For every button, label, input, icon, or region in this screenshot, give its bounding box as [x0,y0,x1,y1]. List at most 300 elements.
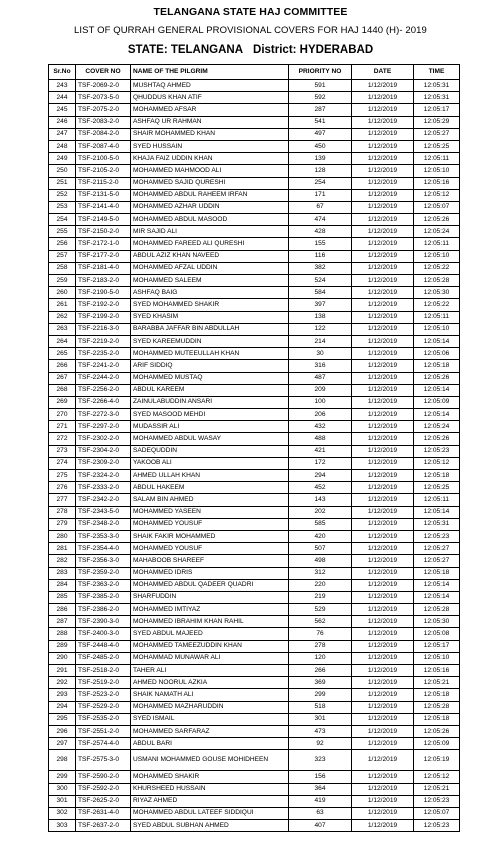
cell-date: 1/12/2019 [352,323,414,335]
cell-pilgrim-name: AHMED ULLAH KHAN [131,470,289,482]
table-body [49,80,460,832]
cell-time: 12:05:06 [414,348,460,360]
cell-cover-no: TSF-2190-5-0 [76,287,131,299]
cell-time: 12:05:14 [414,335,460,347]
table-row [49,372,460,384]
cell-pilgrim-name: MOHAMMED ABDUL MASOOD [131,214,289,226]
cell-srno: 274 [49,457,76,469]
cell-cover-no: TSF-2150-2-0 [76,226,131,238]
cell-priority-no: 407 [289,820,352,832]
cell-pilgrim-name: ZAINULABUDDIN ANSARI [131,396,289,408]
table-row [49,530,460,542]
cell-date: 1/12/2019 [352,457,414,469]
cell-time: 12:05:26 [414,214,460,226]
cell-date: 1/12/2019 [352,738,414,750]
cell-time: 12:05:21 [414,677,460,689]
cell-priority-no: 562 [289,616,352,628]
cell-srno: 295 [49,713,76,725]
cell-date: 1/12/2019 [352,250,414,262]
cell-cover-no: TSF-2637-2-0 [76,820,131,832]
cell-srno: 259 [49,275,76,287]
cell-date: 1/12/2019 [352,275,414,287]
cell-priority-no: 139 [289,153,352,165]
cell-priority-no: 116 [289,250,352,262]
cell-cover-no: TSF-2390-3-0 [76,616,131,628]
cell-pilgrim-name: ARIF SIDDIQ [131,360,289,372]
table-row [49,640,460,652]
table-row [49,750,460,771]
cell-priority-no: 592 [289,92,352,104]
cell-srno: 288 [49,628,76,640]
table-row [49,689,460,701]
cell-time: 12:05:07 [414,807,460,819]
cell-time: 12:05:08 [414,628,460,640]
district-label: District: HYDERABAD [253,44,374,56]
cell-priority-no: 301 [289,713,352,725]
cell-time: 12:05:18 [414,470,460,482]
table-row [49,652,460,664]
cell-date: 1/12/2019 [352,820,414,832]
column-header-cover-no: COVER NO [76,65,131,80]
table-row [49,506,460,518]
cell-time: 12:05:18 [414,689,460,701]
cell-srno: 262 [49,311,76,323]
cell-time: 12:05:17 [414,104,460,116]
cell-srno: 277 [49,494,76,506]
cell-cover-no: TSF-2172-1-0 [76,238,131,250]
cell-time: 12:05:10 [414,165,460,177]
cell-priority-no: 497 [289,128,352,140]
cell-date: 1/12/2019 [352,518,414,530]
cell-priority-no: 473 [289,725,352,737]
cell-cover-no: TSF-2219-2-0 [76,335,131,347]
cell-time: 12:05:18 [414,567,460,579]
cell-priority-no: 529 [289,604,352,616]
cell-srno: 283 [49,567,76,579]
cell-pilgrim-name: MOHAMMED MAHMOOD ALI [131,165,289,177]
cell-priority-no: 30 [289,348,352,360]
cell-pilgrim-name: MOHAMMED YASEEN [131,506,289,518]
table-row [49,795,460,807]
cell-cover-no: TSF-2590-2-0 [76,771,131,783]
cell-time: 12:05:12 [414,771,460,783]
cell-time: 12:05:31 [414,92,460,104]
cell-date: 1/12/2019 [352,433,414,445]
cell-pilgrim-name: SYED ISMAIL [131,713,289,725]
cell-priority-no: 541 [289,116,352,128]
table-row [49,409,460,421]
column-header-priority-no: PRIORITY NO [289,65,352,80]
cell-cover-no: TSF-2256-2-0 [76,384,131,396]
cell-time: 12:05:09 [414,738,460,750]
cell-date: 1/12/2019 [352,640,414,652]
table-row [49,299,460,311]
cell-cover-no: TSF-2523-2-0 [76,689,131,701]
cell-pilgrim-name: MOHAMMED TAMEEZUDDIN KHAN [131,640,289,652]
cell-pilgrim-name: SYED ABDUL MAJEED [131,628,289,640]
cell-pilgrim-name: QHUDDUS KHAN ATIF [131,92,289,104]
table-row [49,165,460,177]
cell-priority-no: 474 [289,214,352,226]
table-row [49,677,460,689]
cell-time: 12:05:24 [414,421,460,433]
cell-pilgrim-name: KHURSHEED HUSSAIN [131,783,289,795]
cell-cover-no: TSF-2354-4-0 [76,543,131,555]
cell-srno: 292 [49,677,76,689]
cell-cover-no: TSF-2115-2-0 [76,177,131,189]
cell-time: 12:05:07 [414,201,460,213]
cell-cover-no: TSF-2216-3-0 [76,323,131,335]
table-row [49,214,460,226]
cell-time: 12:05:27 [414,128,460,140]
cell-time: 12:05:11 [414,311,460,323]
cell-srno: 278 [49,506,76,518]
cell-srno: 289 [49,640,76,652]
table-row [49,396,460,408]
cell-srno: 302 [49,807,76,819]
cell-time: 12:05:10 [414,323,460,335]
document-title: TELANGANA STATE HAJ COMMITTEE [153,6,348,18]
cell-srno: 252 [49,189,76,201]
cell-cover-no: TSF-2105-2-0 [76,165,131,177]
cell-srno: 267 [49,372,76,384]
cell-priority-no: 266 [289,665,352,677]
table-row [49,555,460,567]
cell-date: 1/12/2019 [352,177,414,189]
cell-time: 12:05:16 [414,177,460,189]
cell-cover-no: TSF-2075-2-0 [76,104,131,116]
cell-time: 12:05:27 [414,543,460,555]
cell-date: 1/12/2019 [352,725,414,737]
table-row [49,713,460,725]
cell-pilgrim-name: RIYAZ AHMED [131,795,289,807]
cell-srno: 246 [49,116,76,128]
cell-srno: 244 [49,92,76,104]
cell-time: 12:05:28 [414,604,460,616]
cell-cover-no: TSF-2551-2-0 [76,725,131,737]
cell-priority-no: 122 [289,323,352,335]
cell-priority-no: 585 [289,518,352,530]
cell-time: 12:05:26 [414,372,460,384]
cell-srno: 293 [49,689,76,701]
cell-time: 12:05:18 [414,360,460,372]
table-row [49,80,460,92]
cell-srno: 254 [49,214,76,226]
cell-pilgrim-name: MOHAMMED ABDUL LATEEF SIDDIQUI [131,807,289,819]
pilgrim-table [48,64,460,832]
table-row [49,591,460,603]
cell-date: 1/12/2019 [352,360,414,372]
cell-date: 1/12/2019 [352,713,414,725]
cell-priority-no: 138 [289,311,352,323]
cell-date: 1/12/2019 [352,238,414,250]
cell-pilgrim-name: MOHAMMED SARFARAZ [131,725,289,737]
cell-pilgrim-name: MOHAMMED YOUSUF [131,518,289,530]
cell-cover-no: TSF-2359-2-0 [76,567,131,579]
table-row [49,579,460,591]
cell-srno: 297 [49,738,76,750]
cell-cover-no: TSF-2529-2-0 [76,701,131,713]
cell-cover-no: TSF-2518-2-0 [76,665,131,677]
cell-cover-no: TSF-2100-5-0 [76,153,131,165]
cell-srno: 284 [49,579,76,591]
table-row [49,518,460,530]
cell-srno: 281 [49,543,76,555]
cell-date: 1/12/2019 [352,616,414,628]
state-label: STATE: TELANGANA [127,44,244,56]
cell-cover-no: TSF-2087-4-0 [76,140,131,152]
cell-time: 12:05:23 [414,820,460,832]
cell-date: 1/12/2019 [352,783,414,795]
cell-date: 1/12/2019 [352,153,414,165]
cell-srno: 261 [49,299,76,311]
cell-time: 12:05:28 [414,701,460,713]
cell-srno: 280 [49,530,76,542]
table-row [49,738,460,750]
cell-date: 1/12/2019 [352,530,414,542]
table-row [49,820,460,832]
cell-priority-no: 120 [289,652,352,664]
cell-date: 1/12/2019 [352,384,414,396]
cell-srno: 270 [49,409,76,421]
cell-srno: 299 [49,771,76,783]
table-row [49,128,460,140]
cell-date: 1/12/2019 [352,689,414,701]
cell-pilgrim-name: SHAIK NAMATH ALI [131,689,289,701]
location-heading [0,44,501,56]
cell-time: 12:05:30 [414,287,460,299]
cell-cover-no: TSF-2084-2-0 [76,128,131,140]
cell-date: 1/12/2019 [352,201,414,213]
cell-date: 1/12/2019 [352,140,414,152]
cell-date: 1/12/2019 [352,189,414,201]
cell-cover-no: TSF-2309-2-0 [76,457,131,469]
cell-cover-no: TSF-2183-2-0 [76,275,131,287]
cell-priority-no: 209 [289,384,352,396]
cell-time: 12:05:09 [414,396,460,408]
cell-pilgrim-name: ABDUL AZIZ KHAN NAVEED [131,250,289,262]
cell-time: 12:05:24 [414,226,460,238]
column-header-srno: Sr.No [49,65,76,80]
cell-date: 1/12/2019 [352,311,414,323]
cell-srno: 256 [49,238,76,250]
cell-time: 12:05:23 [414,530,460,542]
cell-priority-no: 100 [289,396,352,408]
cell-time: 12:05:17 [414,640,460,652]
table-row [49,250,460,262]
cell-pilgrim-name: MOHAMMED MUSTAQ [131,372,289,384]
cell-srno: 248 [49,140,76,152]
cell-srno: 298 [49,750,76,771]
table-row [49,628,460,640]
table-row [49,445,460,457]
cell-pilgrim-name: MOHAMMED IDRIS [131,567,289,579]
table-row [49,433,460,445]
table-row [49,287,460,299]
cell-priority-no: 369 [289,677,352,689]
cell-cover-no: TSF-2385-2-0 [76,591,131,603]
table-row [49,140,460,152]
cell-srno: 287 [49,616,76,628]
cell-srno: 253 [49,201,76,213]
cell-priority-no: 171 [289,189,352,201]
cell-date: 1/12/2019 [352,335,414,347]
cell-priority-no: 294 [289,470,352,482]
table-row [49,275,460,287]
cell-time: 12:05:31 [414,518,460,530]
cell-date: 1/12/2019 [352,750,414,771]
cell-time: 12:05:25 [414,482,460,494]
cell-cover-no: TSF-2141-4-0 [76,201,131,213]
cell-time: 12:05:14 [414,579,460,591]
cell-pilgrim-name: MAHABOOB SHAREEF [131,555,289,567]
cell-pilgrim-name: MOHAMMED MUTEEULLAH KHAN [131,348,289,360]
cell-pilgrim-name: MOHAMMED ABDUL WASAY [131,433,289,445]
cell-cover-no: TSF-2235-2-0 [76,348,131,360]
cell-pilgrim-name: SHARFUDDIN [131,591,289,603]
cell-priority-no: 450 [289,140,352,152]
cell-cover-no: TSF-2363-2-0 [76,579,131,591]
cell-time: 12:05:19 [414,750,460,771]
table-row [49,153,460,165]
cell-srno: 260 [49,287,76,299]
cell-priority-no: 155 [289,238,352,250]
table-row [49,360,460,372]
cell-cover-no: TSF-2272-3-0 [76,409,131,421]
table-row [49,783,460,795]
table-row [49,189,460,201]
cell-date: 1/12/2019 [352,543,414,555]
cell-time: 12:05:28 [414,275,460,287]
cell-date: 1/12/2019 [352,628,414,640]
cell-pilgrim-name: ABDUL KAREEM [131,384,289,396]
table-row [49,335,460,347]
cell-srno: 268 [49,384,76,396]
cell-cover-no: TSF-2333-2-0 [76,482,131,494]
table-row [49,665,460,677]
cell-priority-no: 67 [289,201,352,213]
cell-date: 1/12/2019 [352,165,414,177]
cell-pilgrim-name: MOHAMMED IMTIYAZ [131,604,289,616]
cell-time: 12:05:14 [414,506,460,518]
cell-cover-no: TSF-2574-4-0 [76,738,131,750]
cell-date: 1/12/2019 [352,795,414,807]
cell-srno: 245 [49,104,76,116]
cell-srno: 303 [49,820,76,832]
cell-cover-no: TSF-2353-3-0 [76,530,131,542]
cell-date: 1/12/2019 [352,567,414,579]
cell-pilgrim-name: SYED KAREEMUDDIN [131,335,289,347]
cell-priority-no: 156 [289,771,352,783]
cell-pilgrim-name: SYED ABDUL SUBHAN AHMED [131,820,289,832]
cell-cover-no: TSF-2386-2-0 [76,604,131,616]
cell-priority-no: 584 [289,287,352,299]
cell-priority-no: 76 [289,628,352,640]
cell-cover-no: TSF-2625-2-0 [76,795,131,807]
cell-time: 12:05:14 [414,384,460,396]
cell-time: 12:05:30 [414,616,460,628]
column-header-pilgrim-name: NAME OF THE PILGRIM [131,65,289,80]
cell-priority-no: 420 [289,530,352,542]
cell-pilgrim-name: MOHAMMED IBRAHIM KHAN RAHIL [131,616,289,628]
cell-srno: 296 [49,725,76,737]
cell-date: 1/12/2019 [352,348,414,360]
cell-cover-no: TSF-2181-4-0 [76,262,131,274]
cell-priority-no: 206 [289,409,352,421]
cell-cover-no: TSF-2348-2-0 [76,518,131,530]
cell-cover-no: TSF-2592-2-0 [76,783,131,795]
cell-cover-no: TSF-2448-4-0 [76,640,131,652]
cell-cover-no: TSF-2266-4-0 [76,396,131,408]
table-row [49,771,460,783]
table-row [49,543,460,555]
cell-srno: 290 [49,652,76,664]
cell-cover-no: TSF-2083-2-0 [76,116,131,128]
table-row [49,470,460,482]
cell-priority-no: 254 [289,177,352,189]
cell-time: 12:05:11 [414,494,460,506]
cell-cover-no: TSF-2241-2-0 [76,360,131,372]
cell-priority-no: 432 [289,421,352,433]
cell-date: 1/12/2019 [352,506,414,518]
cell-srno: 272 [49,433,76,445]
cell-date: 1/12/2019 [352,396,414,408]
cell-cover-no: TSF-2069-2-0 [76,80,131,92]
cell-priority-no: 591 [289,80,352,92]
cell-srno: 255 [49,226,76,238]
cell-priority-no: 419 [289,795,352,807]
cell-srno: 247 [49,128,76,140]
cell-time: 12:05:22 [414,299,460,311]
table-row [49,226,460,238]
cell-cover-no: TSF-2324-2-0 [76,470,131,482]
cell-srno: 285 [49,591,76,603]
cell-srno: 276 [49,482,76,494]
cell-pilgrim-name: ASHFAQ UR RAHMAN [131,116,289,128]
cell-srno: 273 [49,445,76,457]
cell-date: 1/12/2019 [352,807,414,819]
cell-pilgrim-name: MOHAMMED SALEEM [131,275,289,287]
cell-srno: 258 [49,262,76,274]
cell-srno: 250 [49,165,76,177]
cell-srno: 265 [49,348,76,360]
cell-priority-no: 220 [289,579,352,591]
cell-pilgrim-name: KHAJA FAIZ UDDIN KHAN [131,153,289,165]
cell-time: 12:05:18 [414,713,460,725]
cell-priority-no: 143 [289,494,352,506]
cell-srno: 301 [49,795,76,807]
cell-priority-no: 214 [289,335,352,347]
column-header-time: TIME [414,65,460,80]
cell-priority-no: 487 [289,372,352,384]
cell-cover-no: TSF-2192-2-0 [76,299,131,311]
cell-time: 12:05:23 [414,795,460,807]
table-row [49,482,460,494]
cell-pilgrim-name: MOHAMMED SAJID QURESHI [131,177,289,189]
cell-time: 12:05:27 [414,555,460,567]
table-row [49,262,460,274]
column-header-date: DATE [352,65,414,80]
cell-priority-no: 382 [289,262,352,274]
cell-time: 12:05:31 [414,80,460,92]
table-row [49,323,460,335]
cell-cover-no: TSF-2356-3-0 [76,555,131,567]
cell-time: 12:05:12 [414,457,460,469]
cell-time: 12:05:26 [414,725,460,737]
table-row [49,92,460,104]
cell-priority-no: 524 [289,275,352,287]
cell-cover-no: TSF-2343-5-0 [76,506,131,518]
